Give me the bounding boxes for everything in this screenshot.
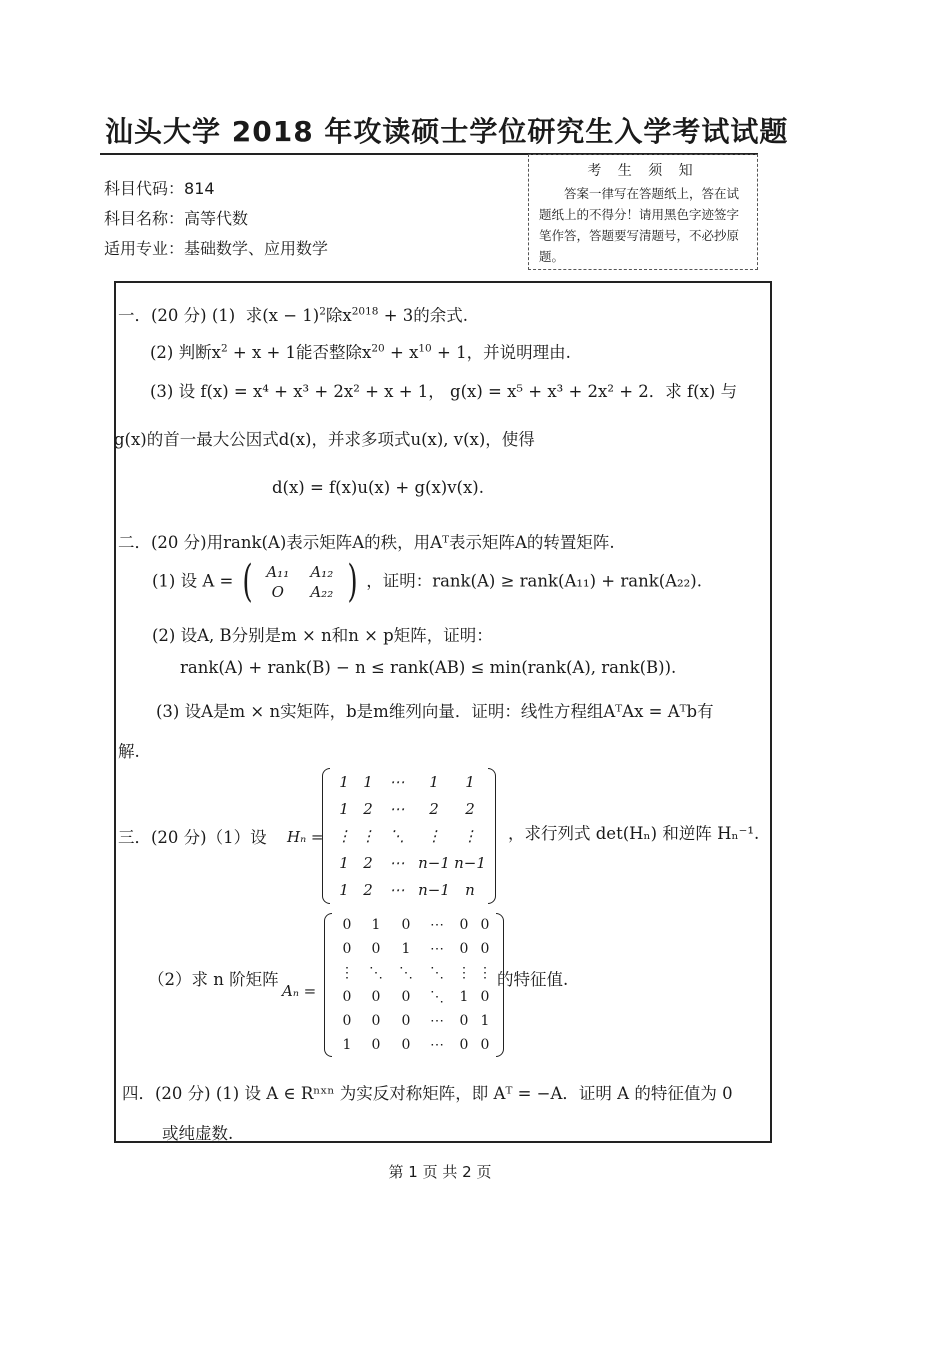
matrix-entry: n−1 (418, 880, 450, 899)
subject-code: 814 (184, 179, 215, 198)
matrix-entry: 1 (371, 917, 381, 933)
matrix-entry: 0 (459, 941, 469, 957)
matrix-entry: 1 (459, 989, 469, 1005)
matrix-entry: O (271, 583, 284, 601)
matrix-entry: ⋱ (399, 965, 413, 981)
right-paren (488, 768, 496, 904)
matrix-entry: 1 (339, 880, 349, 899)
matrix-entry: 1 (480, 1013, 490, 1029)
matrix-entry: 0 (480, 917, 490, 933)
majors-row (104, 236, 328, 259)
matrix-entry: 1 (465, 772, 475, 791)
q2-part2-line2: rank(A) + rank(B) − n ≤ rank(AB) ≤ min(rank(A), rank(B)). (180, 658, 677, 677)
matrix-entry: 0 (480, 989, 490, 1005)
matrix-entry: ⋱ (369, 965, 383, 981)
subject-code-row (104, 176, 215, 199)
an-name: Aₙ = (282, 982, 317, 1000)
q2-p1-b: ，证明：rank(A) ≥ rank(A₁₁) + rank(A₂₂). (366, 571, 702, 591)
q1-p2-d: + 1，并说明理由. (431, 343, 571, 362)
q2-part3-line1: (3) 设A是m × n实矩阵，b是m维列向量．证明：线性方程组AᵀAx = Aᵀb有 (156, 702, 714, 721)
q1-p1-sup1: 2 (319, 305, 326, 318)
left-paren (322, 768, 330, 904)
matrix-entry: 0 (342, 1013, 352, 1029)
q2-p1-a: (1) 设 A = (152, 571, 234, 591)
right-paren: ) (347, 556, 358, 607)
matrix-entry: ⋮ (340, 965, 354, 981)
q4-line2: 或纯虚数. (162, 1124, 234, 1143)
q1-part2 (150, 339, 571, 363)
subject-code-label: 科目代码： (104, 179, 185, 198)
q3-part2-lead: （2）求 n 阶矩阵 (148, 970, 279, 989)
majors: 基础数学、应用数学 (184, 239, 329, 258)
q1-p2-sup3: 10 (418, 342, 432, 355)
q1-p2-a: (2) 判断x (150, 343, 221, 362)
matrix-entry: 1 (339, 772, 349, 791)
matrix-entry: 0 (371, 1013, 381, 1029)
matrix-entry: ⋱ (389, 826, 405, 845)
matrix-entry: 0 (401, 989, 411, 1005)
q1-part1 (118, 302, 468, 326)
matrix-entry: 1 (429, 772, 439, 791)
q2-head: 二．(20 分)用rank(A)表示矩阵A的秩，用Aᵀ表示矩阵A的转置矩阵. (118, 533, 615, 552)
hn-matrix (322, 768, 496, 904)
matrix-entry: ⋯ (430, 1037, 444, 1053)
q1-head: 一．(20 分) (1) (118, 306, 236, 325)
page-number: 第 1 页 共 2 页 (388, 1163, 492, 1181)
exam-title: 汕头大学 2018 年攻读硕士学位研究生入学考试试题 (105, 115, 789, 148)
matrix-entry: 0 (342, 989, 352, 1005)
matrix-entry: 2 (429, 799, 439, 818)
matrix-entry: 1 (342, 1037, 352, 1053)
matrix-entry: ⋮ (426, 826, 442, 845)
matrix-entry: 0 (342, 917, 352, 933)
q1-p2-sup1: 2 (220, 342, 228, 355)
matrix-entry: ⋯ (430, 917, 444, 933)
matrix-entry: 0 (401, 917, 411, 933)
matrix-entry: 0 (459, 1013, 469, 1029)
matrix-entry: 0 (480, 941, 490, 957)
majors-label: 适用专业： (104, 239, 185, 258)
matrix-entry: ⋮ (462, 826, 478, 845)
q1-p1-sup2: 2018 (351, 305, 379, 318)
matrix-entry: n−1 (454, 853, 486, 872)
matrix-entry: ⋯ (430, 1013, 444, 1029)
q1-equation: d(x) = f(x)u(x) + g(x)v(x). (272, 478, 484, 497)
matrix-entry: ⋱ (430, 989, 444, 1005)
matrix-entry: ⋯ (389, 799, 405, 818)
block-matrix (239, 556, 361, 607)
matrix-entry: 1 (339, 853, 349, 872)
matrix-entry: 0 (480, 1037, 490, 1053)
q1-p1-text-c: + 3的余式. (378, 306, 469, 325)
matrix-entry: 1 (339, 799, 349, 818)
matrix-entry: 0 (459, 1037, 469, 1053)
matrix-entry: ⋯ (430, 941, 444, 957)
matrix-entry: 0 (371, 1037, 381, 1053)
matrix-entry: 0 (371, 989, 381, 1005)
q2-part3-line2: 解. (118, 742, 140, 761)
q4-line1: 四．(20 分) (1) 设 A ∈ Rⁿˣⁿ 为实反对称矩阵，即 Aᵀ = −A．证明 A 的特征值为 0 (122, 1084, 733, 1103)
q1-part3-line2: g(x)的首一最大公因式d(x)，并求多项式u(x), v(x)，使得 (114, 430, 535, 449)
matrix-entry: ⋮ (457, 965, 471, 981)
q1-p1-text-b: 除x (325, 306, 352, 325)
hn-name: Hₙ = (287, 828, 324, 846)
exam-notice-box (528, 154, 758, 270)
q1-p2-sup2: 20 (371, 342, 385, 355)
subject-name-label: 科目名称： (104, 209, 185, 228)
matrix-entry: ⋯ (389, 880, 405, 899)
q3-part2-tail: 的特征值. (497, 970, 569, 989)
subject-name: 高等代数 (184, 209, 249, 228)
matrix-entry: n−1 (418, 853, 450, 872)
matrix-entry: 1 (401, 941, 411, 957)
matrix-entry: A₁₁ (266, 563, 290, 581)
notice-title: 考 生 须 知 (587, 163, 699, 179)
matrix-entry: ⋮ (336, 826, 352, 845)
matrix-entry: 2 (363, 799, 373, 818)
matrix-entry: 0 (371, 941, 381, 957)
q2-part1 (152, 556, 702, 607)
matrix-entry: 0 (459, 917, 469, 933)
matrix-entry: ⋱ (430, 965, 444, 981)
notice-body: 答案一律写在答题纸上，答在试题纸上的不得分！请用黑色字迹签字笔作答，答题要写清题号，不必抄原题。 (539, 186, 740, 264)
matrix-entry: ⋮ (478, 965, 492, 981)
matrix-entry: 1 (363, 772, 373, 791)
matrix-entry: ⋯ (389, 772, 405, 791)
left-paren: ( (242, 556, 253, 607)
matrix-entry: n (465, 880, 475, 899)
matrix-entry: A₁₂ (310, 563, 334, 581)
subject-name-row (104, 206, 248, 229)
matrix-entry: A₂₂ (310, 583, 334, 601)
q1-part3-line1: (3) 设 f(x) = x⁴ + x³ + 2x² + x + 1， g(x) = x⁵ + x³ + 2x² + 2．求 f(x) 与 (150, 382, 738, 401)
matrix-entry: 0 (401, 1013, 411, 1029)
q3-head: 三．(20 分)（1）设 (118, 828, 267, 847)
q1-p1-text-a: 求(x − 1) (245, 306, 320, 325)
q2-part2-line1: (2) 设A, B分别是m × n和n × p矩阵，证明： (152, 626, 493, 645)
matrix-entry: 2 (465, 799, 475, 818)
matrix-entry: 2 (363, 880, 373, 899)
matrix-entry: ⋮ (360, 826, 376, 845)
q1-p2-b: + x + 1能否整除x (227, 343, 372, 362)
left-paren (324, 913, 332, 1057)
matrix-entry: 2 (363, 853, 373, 872)
q3-part1-tail: ，求行列式 det(Hₙ) 和逆阵 Hₙ⁻¹. (508, 824, 760, 843)
an-matrix (324, 913, 504, 1057)
matrix-entry: ⋯ (389, 853, 405, 872)
matrix-entry: 0 (401, 1037, 411, 1053)
q1-p2-c: + x (384, 343, 419, 362)
matrix-entry: 0 (342, 941, 352, 957)
